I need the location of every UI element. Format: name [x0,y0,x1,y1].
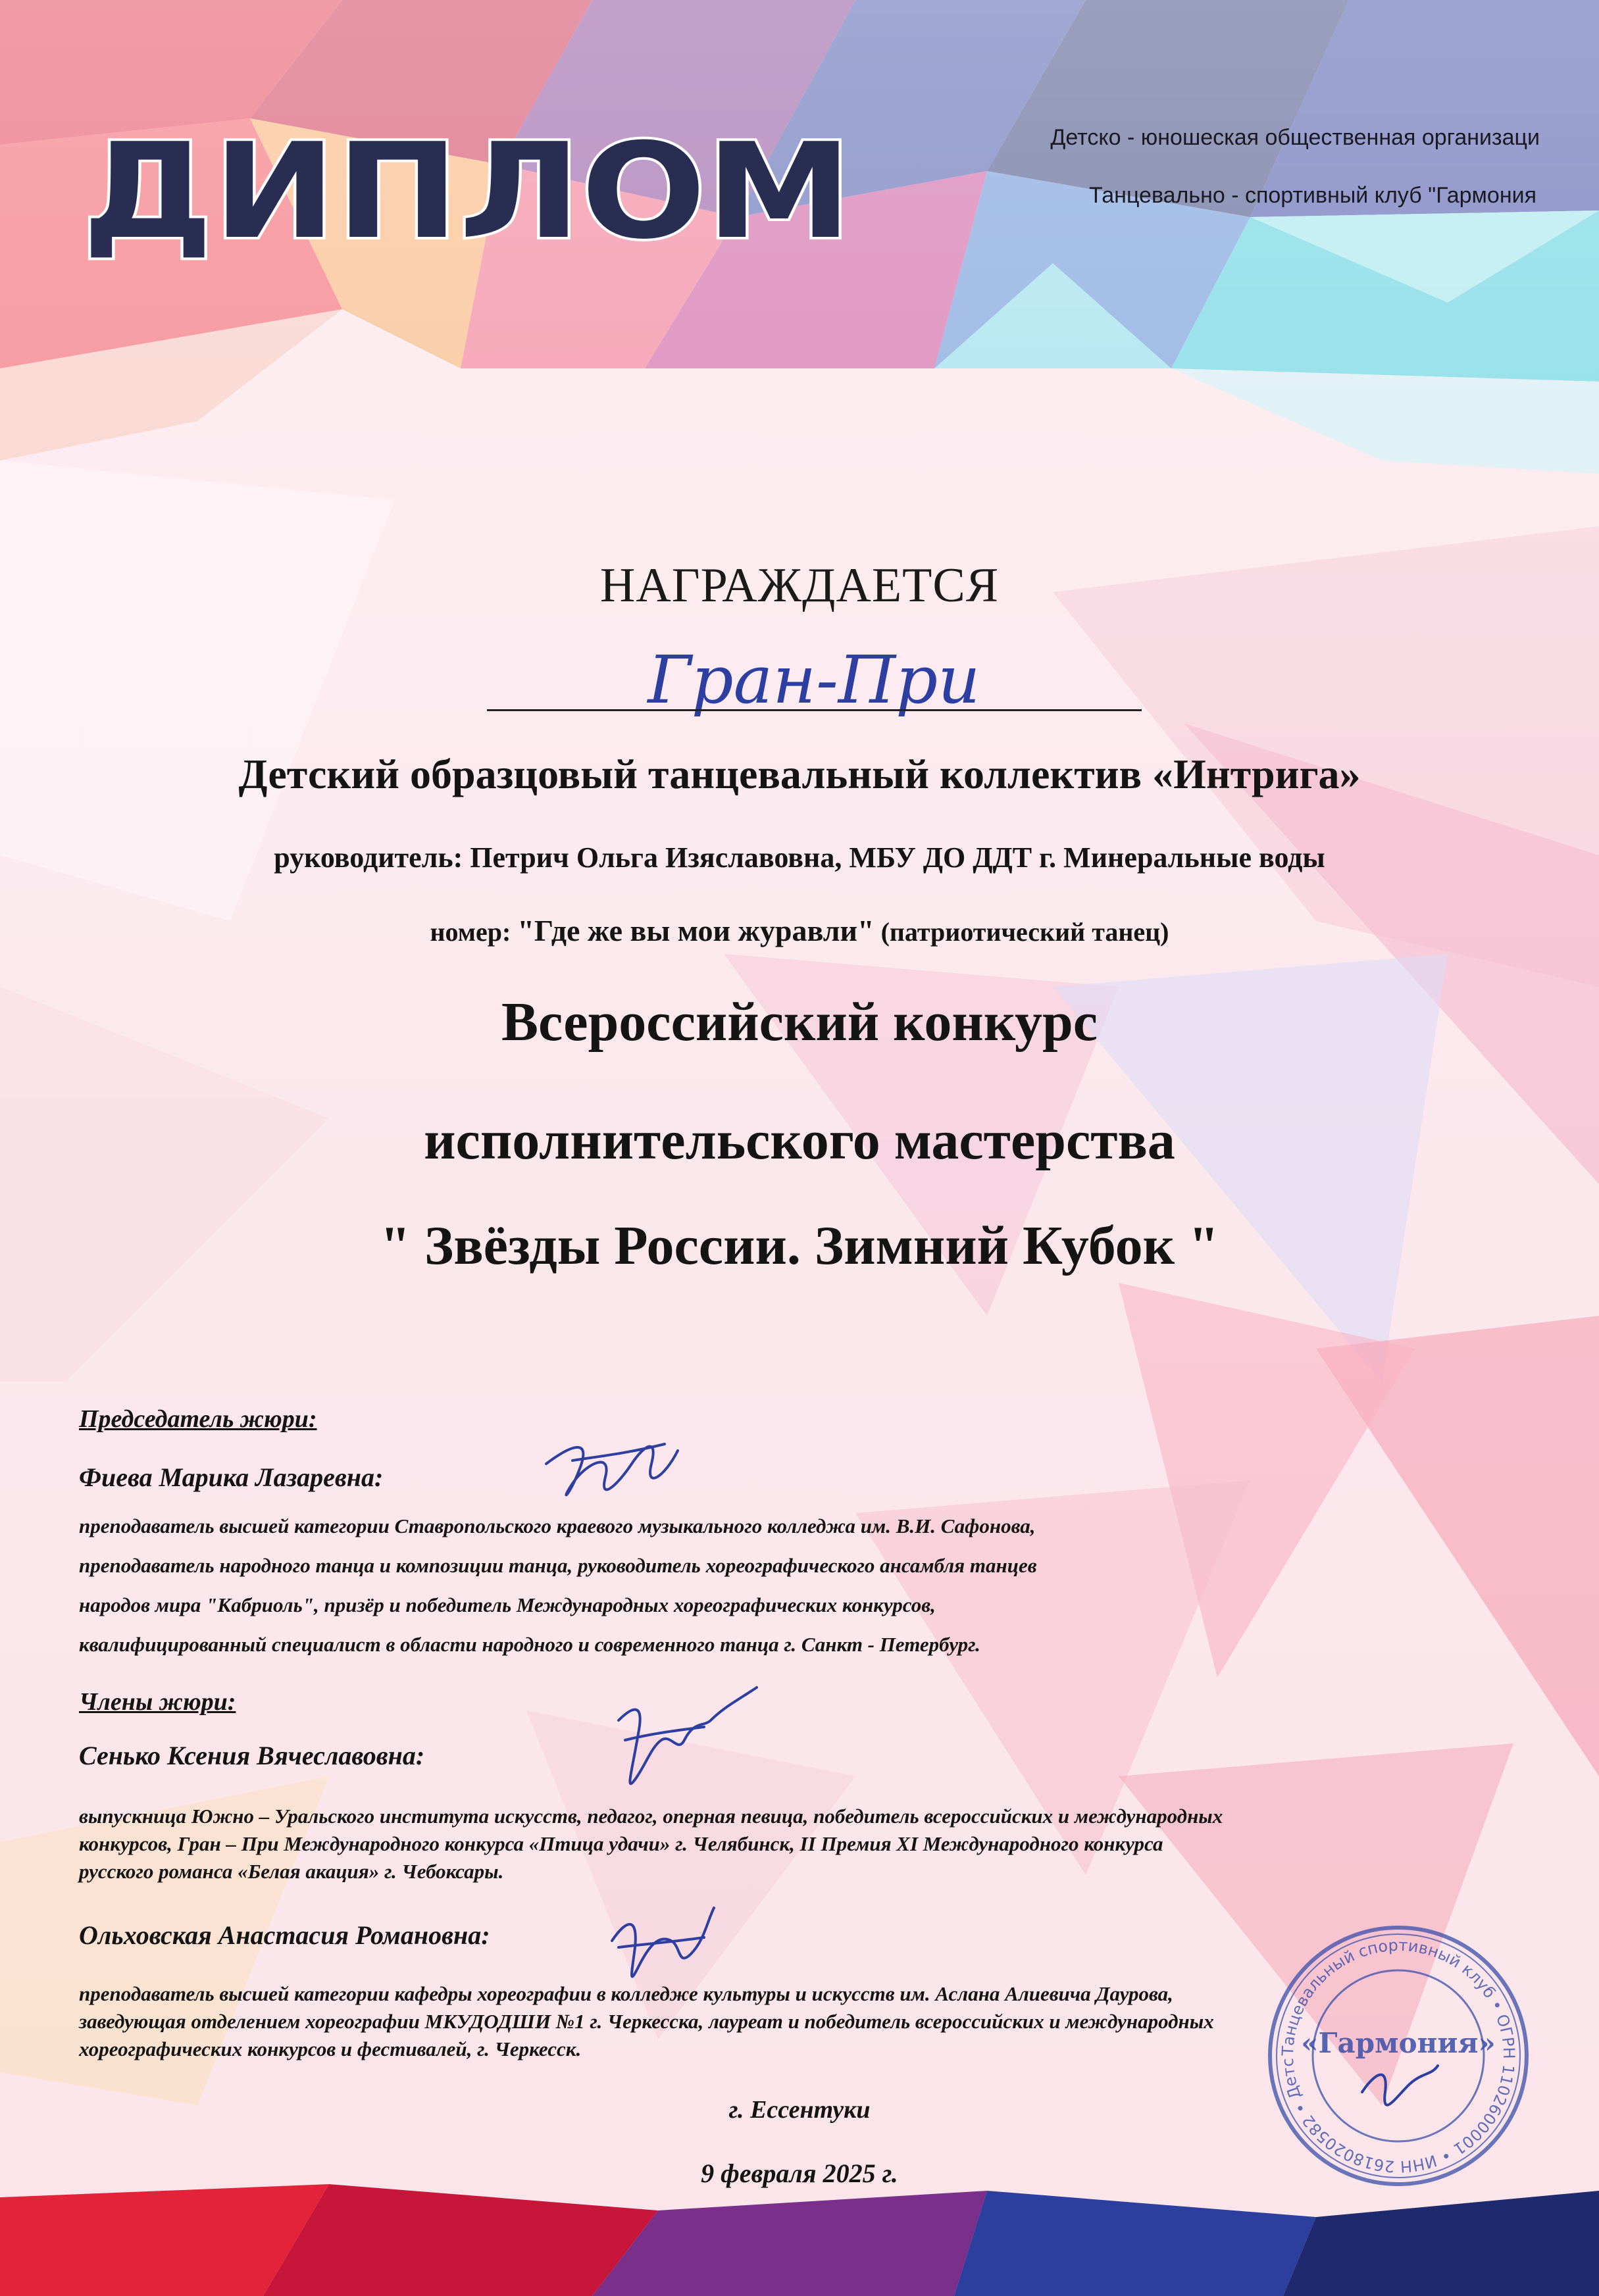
member-2-desc-line: хореографических конкурсов и фестивалей, г. Черкесск. [79,2037,582,2060]
member-1-desc-line: конкурсов, Гран – При Международного конкурса «Птица удачи» г. Челябинск, II Премия XI Международного конкурса [79,1832,1163,1855]
organization-stamp [1263,1921,1533,2191]
member-2-desc-line: заведующая отделением хореографии МКУДОДШИ №1 г. Черкесска, лауреат и победитель всероссийских и международных [79,2010,1214,2033]
chair-desc-line: народов мира "Кабриоль", призёр и победитель Международных хореографических конкурсов, [79,1593,936,1616]
jury-members-heading: Члены жюри: [79,1688,236,1716]
recipient-name: Детский образцовый танцевальный коллектив «Интрига» [238,751,1361,797]
jury-chair-name: Фиева Марика Лазаревна: [79,1462,384,1492]
svg-text:Танцевальный спортивный клуб •: Танцевальный спортивный клуб • ОГРН 1102600001 • ИНН 2618020582 • Детс [1278,1935,1519,2176]
jury-chair-description [79,1507,1037,1664]
competition-line-1: Всероссийский конкурс [501,991,1098,1053]
member-1-desc-line: выпускница Южно – Уральского института искусств, педагог, оперная певица, победитель всероссийских и международных [79,1805,1223,1828]
organization-line-2: Танцевально - спортивный клуб "Гармония [1089,183,1536,208]
member-1-desc-line: русского романса «Белая акация» г. Чебоксары. [79,1860,504,1883]
member-1-signature [599,1681,763,1812]
organization-line-1: Детско - юношеская общественная организаци [1050,125,1540,150]
award-underline [487,709,1142,711]
jury-chair-heading: Председатель жюри: [79,1405,317,1433]
competition-line-2: исполнительского мастерства [424,1110,1175,1171]
jury-member-1-description [79,1803,1566,1885]
chair-desc-line: преподаватель высшей категории Ставропольского краевого музыкального колледжа им. В.И. Сафонова, [79,1514,1036,1537]
member-2-desc-line: преподаватель высшей категории кафедры хореографии в колледже культуры и искусств им. Аслана Алиевича Даурова, [79,1982,1173,2005]
svg-text:Гран-При: Гран-При [647,641,980,717]
awarded-heading: НАГРАЖДАЕТСЯ [599,559,1000,612]
performance-number [0,913,1599,948]
svg-text:ДИПЛОМ: ДИПЛОМ [82,118,852,263]
issue-date: 9 февраля 2025 г. [701,2159,898,2188]
competition-line-3: " Звёзды России. Зимний Кубок " [380,1215,1219,1276]
chair-signature [533,1424,684,1516]
jury-member-1-name: Сенько Ксения Вячеславовна: [79,1741,425,1770]
member-2-signature [599,1895,724,1993]
recipient-leader: руководитель: Петрич Ольга Изяславовна, МБУ ДО ДДТ г. Минеральные воды [274,841,1325,874]
chair-desc-line: преподаватель народного танца и композиции танца, руководитель хореографического ансамбля танцев [79,1554,1037,1577]
number-label: номер: [430,917,518,947]
diploma-title [76,118,865,263]
issue-place: г. Ессентуки [728,2096,871,2124]
jury-member-2-name: Ольховская Анастасия Романовна: [79,1920,490,1950]
number-genre: (патриотический танец) [874,917,1169,947]
svg-text:«Гармония»: «Гармония» [1301,2027,1496,2059]
number-title: "Где же вы мои журавли" [517,914,875,947]
chair-desc-line: квалифицированный специалист в области народного и современного танца г. Санкт - Петербург. [79,1633,980,1656]
handwritten-award-text [487,632,1142,717]
